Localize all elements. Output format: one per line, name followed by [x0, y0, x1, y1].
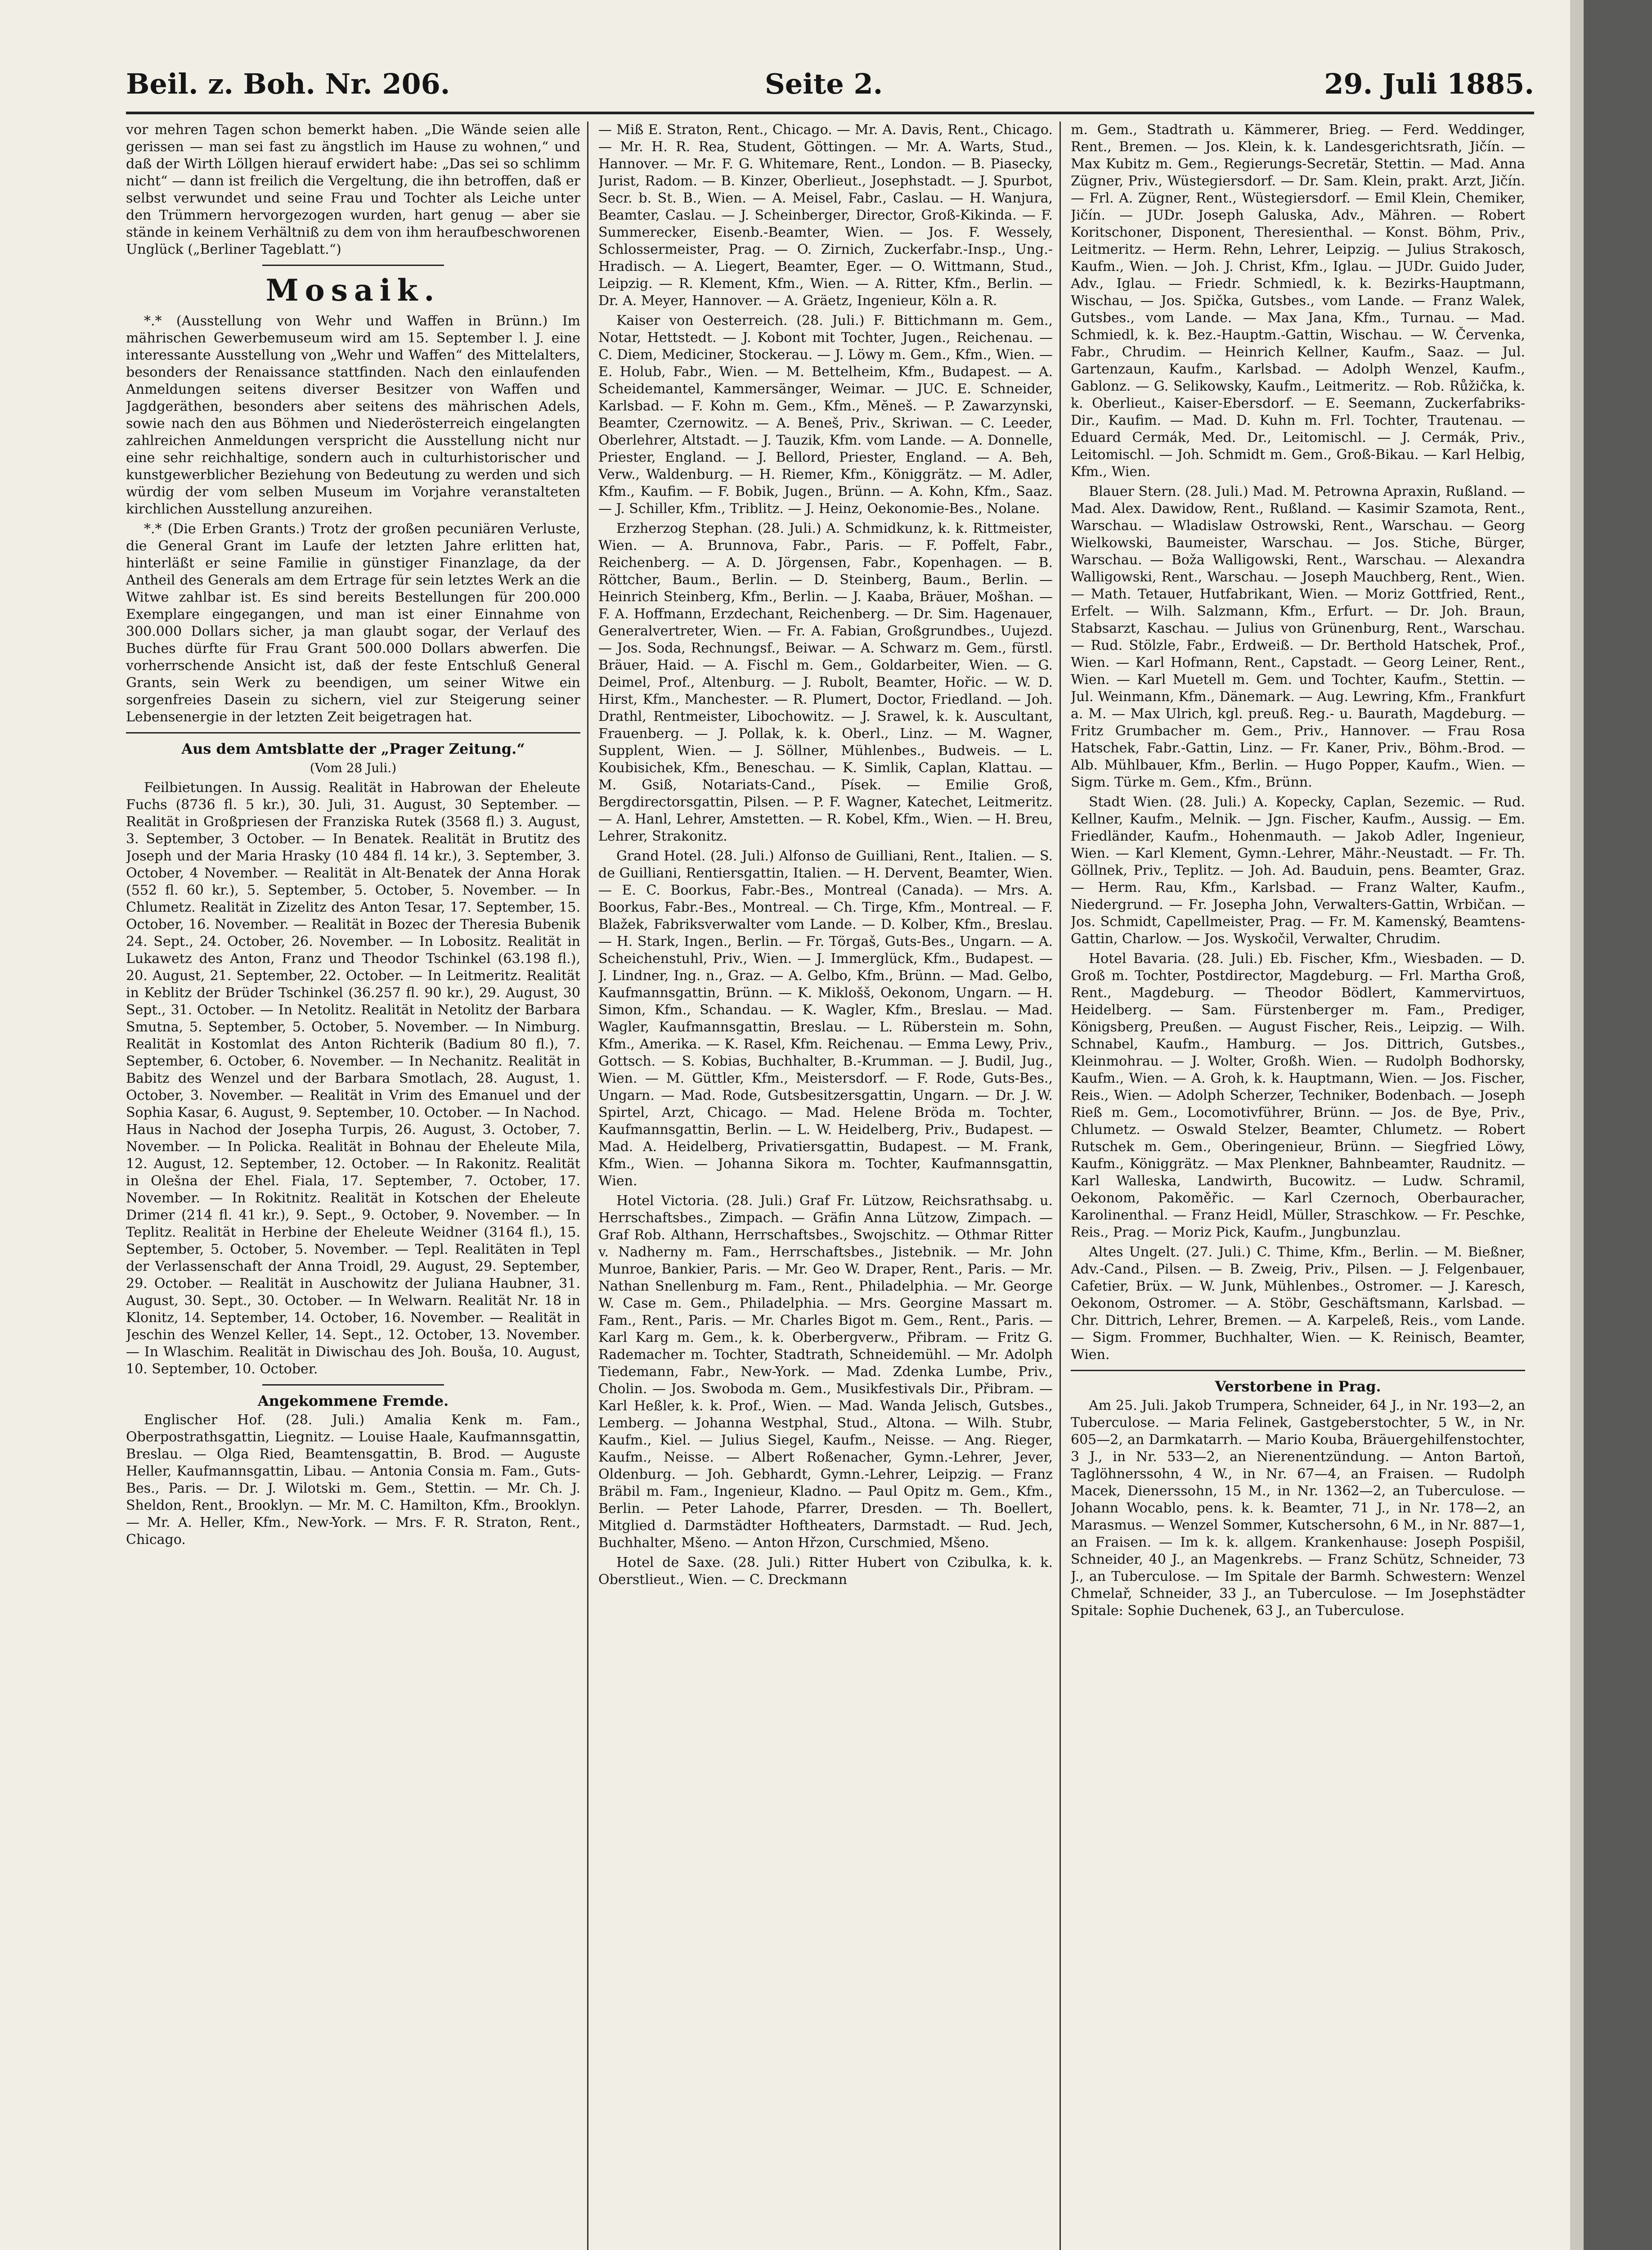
verstorbene-text: Am 25. Juli. Jakob Trumpera, Schneider, 64 J., in Nr. 193—2, an Tuberculose. — Maria Felinek, Gastgeberstochter, 5 W., in Nr. 605—2, an Darmkatarrh. — Mario Kouba, Bräuergehilfenstochter, 3 J., in Nr. 533—2, an Nierenentzündung. — Anton Bartoň, Taglöhnerssohn, 4 W., in Nr. 67—4, an Fraisen. — Rudolph Macek, Dienerssohn, 15 M., in Nr. 1362—2, an Tuberculose. — Johann Wocablo, pens. k. k. Beamter, 71 J., in Nr. 178—2, an Marasmus. — Wenzel Sommer, Kutschersohn, 6 M., in Nr. 887—1, an Fraisen. — Im k. k. allgem. Krankenhause: Joseph Pospišil, Schneider, 40 J., an Magenkrebs. — Franz Schütz, Schneider, 73 J., an Tuberculose. — Im Spitale der Barmh. Schwestern: Wenzel Chmelař, Schneider, 33 J., an Tuberculose. — Im Josephstädter Spitale: Sophie Duchenek, 63 J., an Tuberculose. — [1071, 1398, 1525, 1619]
scan-dark-border — [1584, 0, 1652, 2250]
issue-label: Beil. z. Boh. Nr. 206. — [126, 68, 450, 100]
page-number: Seite 2. — [765, 68, 883, 100]
mosaik-item-grant: *.* (Die Erben Grants.) Trotz der großen pecuniären Verluste, die General Grant im Laufe der letzten Jahre erlitten hat, hinterläßt er seine Familie in günstiger Finanzlage, da der Antheil des Generals am dem Ertrage für sein letztes Werk an die Witwe zahlbar ist. Es sind bereits Bestellungen für 200.000 Exemplare eingegangen, und man ist einer Einnahme von 300.000 Dollars sicher, ja man glaubt sogar, der Verlauf des Buches dürfte für Frau Grant 500.000 Dollars abwerfen. Die vorherrschende Ansicht ist, daß der feste Entschluß General Grants, sein Werk zu beendigen, um seiner Witwe ein sorgenfreies Dasein zu sichern, viel zur Steigerung seiner Lebensenergie in der letzten Zeit beigetragen hat. — [126, 521, 580, 725]
scan-binding-edge — [1570, 0, 1584, 2250]
section-divider — [262, 1384, 444, 1386]
column-divider — [1059, 122, 1061, 2250]
hotel-de-saxe-cont: m. Gem., Stadtrath u. Kämmerer, Brieg. — Ferd. Weddinger, Rent., Bremen. — Jos. Klein, k. k. Landesgerichtsrath, Jičín. — Max Kubitz m. Gem., Regierungs-Secretär, Stettin. — Mad. Anna Zügner, Priv., Wüstegiersdorf. — Dr. Sam. Klein, prakt. Arzt, Jičín. — Frl. A. Zügner, Rent., Wüstegiersdorf. — Emil Klein, Chemiker, Jičín. — JUDr. Joseph Galuska, Adv., Mähren. — Robert Koritschoner, Disponent, Theresienthal. — Konst. Böhm, Priv., Leitmeritz. — Herm. Rehn, Lehrer, Leipzig. — Julius Strakosch, Kaufm., Wien. — Joh. J. Christ, Kfm., Iglau. — JUDr. Guido Juder, Adv., Iglau. — Friedr. Schmiedl, k. k. Bezirks-Hauptmann, Wischau, — Jos. Spička, Gutsbes., vom Lande. — Franz Walek, Gutsbes., vom Lande. — Max Jana, Kfm., Turnau. — Mad. Schmiedl, k. k. Bez.-Hauptm.-Gattin, Wischau. — W. Červenka, Fabr., Chrudim. — Heinrich Kellner, Kaufm., Saaz. — Jul. Gartenzaun, Kaufm., Karlsbad. — Adolph Wenzel, Kaufm., Gablonz. — G. Selikowsky, Kaufm., Leitmeritz. — Rob. Růžička, k. k. Oberlieut., Kaiser-Ebersdorf. — E. Seemann, Zuckerfabriks-Dir., Kaufim. — Mad. D. Kuhn m. Frl. Tochter, Trautenau. — Eduard Cermák, Med. Dr., Leitomischl. — J. Cermák, Priv., Leitomischl. — Joh. Schmidt m. Gem., Groß-Bikau. — Karl Helbig, Kfm., Wien. — [1071, 122, 1525, 480]
hotel-blauer-stern: Blauer Stern. (28. Juli.) Mad. M. Petrowna Apraxin, Rußland. — Mad. Alex. Dawidow, Rent., Rußland. — Kasimir Szamota, Rent., Warschau. — Wladislaw Ostrowski, Rent., Warschau. — Georg Wielkowski, Baumeister, Warschau. — Jos. Stiche, Bürger, Warschau. — Boža Walligowski, Rent., Warschau. — Alexandra Walligowski, Rent., Warschau. — Joseph Mauchberg, Rent., Wien. — Math. Tetauer, Hutfabrikant, Wien. — Moriz Gottfried, Rent., Erfelt. — Wilh. Salzmann, Kfm., Erfurt. — Dr. Joh. Braun, Stabsarzt, Kaschau. — Julius von Grünenburg, Rent., Warschau. — Rud. Stölzle, Fabr., Erdweiß. — Dr. Berthold Hatschek, Prof., Wien. — Karl Hofmann, Rent., Capstadt. — Georg Leiner, Rent., Wien. — Karl Muetell m. Gem. und Tochter, Kaufm., Stettin. — Jul. Weinmann, Kfm., Dänemark. — Aug. Lewring, Kfm., Frankfurt a. M. — Max Ulrich, kgl. preuß. Reg.- u. Baurath, Magdeburg. — Fritz Grumbacher m. Gem., Priv., Hannover. — Frau Rosa Hatschek, Fabr.-Gattin, Linz. — Fr. Kaner, Priv., Böhm.-Brod. — Alb. Mühlbauer, Kfm., Berlin. — Hugo Popper, Kaufm., Wien. — Sigm. Türke m. Gem., Kfm., Brünn. — [1071, 484, 1525, 790]
section-title-amtsblatt: Aus dem Amtsblatte der „Prager Zeitung.“ — [181, 740, 525, 757]
section-divider — [1071, 1370, 1525, 1371]
issue-date: 29. Juli 1885. — [1324, 68, 1534, 100]
hotel-englischer-hof-cont: — Miß E. Straton, Rent., Chicago. — Mr. A. Davis, Rent., Chicago. — Mr. H. R. Rea, Student, Göttingen. — Mr. A. Warts, Stud., Hannover. — Mr. F. G. Whitemare, Rent., London. — B. Piasecky, Jurist, Radom. — B. Kinzer, Oberlieut., Josephstadt. — J. Spurbot, Secr. b. St. B., Wien. — A. Meisel, Fabr., Caslau. — H. Wanjura, Beamter, Caslau. — J. Scheinberger, Director, Groß-Kikinda. — F. Summerecker, Eisenb.-Beamter, Wien. — Jos. F. Wessely, Schlossermeister, Prag. — O. Zirnich, Zuckerfabr.-Insp., Ung.-Hradisch. — A. Liegert, Beamter, Eger. — O. Wittmann, Stud., Leipzig. — R. Klement, Kfm., Wien. — A. Ritter, Kfm., Berlin. — Dr. A. Meyer, Hannover. — A. Gräetz, Ingenieur, Köln a. R. — [598, 122, 1053, 309]
column-3 — [1071, 122, 1525, 2250]
column-divider — [587, 122, 588, 2250]
amtsblatt-date: (Vom 28 Juli.) — [310, 760, 397, 775]
header-rule — [126, 112, 1534, 114]
hotel-englischer-hof: Englischer Hof. (28. Juli.) Amalia Kenk m. Fam., Oberpostrathsgattin, Liegnitz. — Louise Haale, Kaufmannsgattin, Breslau. — Olga Ried, Beamtensgattin, B. Brod. — Auguste Heller, Kaufmannsgattin, Libau. — Antonia Consia m. Fam., Guts-Bes., Paris. — Dr. J. Wilotski m. Gem., Stettin. — Mr. Ch. J. Sheldon, Rent., Brooklyn. — Mr. M. C. Hamilton, Kfm., Brooklyn. — Mr. A. Heller, Kfm., New-York. — Mrs. F. R. Straton, Rent., Chicago. — [126, 1412, 580, 1548]
page-header — [126, 68, 1534, 108]
hotel-victoria: Hotel Victoria. (28. Juli.) Graf Fr. Lützow, Reichsrathsabg. u. Herrschaftsbes., Zimpach. — Gräfin Anna Lützow, Zimpach. — Graf Rob. Althann, Herrschaftsbes., Swojschitz. — Othmar Ritter v. Nadherny m. Fam., Herrschaftsbes., Jistebnik. — Mr. John Munroe, Bankier, Paris. — Mr. Geo W. Draper, Rent., Paris. — Mr. Nathan Snellenburg m. Fam., Rent., Philadelphia. — Mr. George W. Case m. Gem., Philadelphia. — Mrs. Georgine Massart m. Fam., Rent., Paris. — Mr. Charles Bigot m. Gem., Rent., Paris. — Karl Karg m. Gem., k. k. Oberbergverw., Přibram. — Fritz G. Rademacher m. Tochter, Stadtrath, Schneidemühl. — Mr. Adolph Tiedemann, Fabr., New-York. — Mad. Zdenka Lumbe, Priv., Cholin. — Jos. Swoboda m. Gem., Musikfestivals Dir., Přibram. — Karl Heßler, k. k. Prof., Wien. — Mad. Wanda Jelisch, Gutsbes., Lemberg. — Johanna Westphal, Stud., Altona. — Wilh. Stubr, Kaufm., Kiel. — Julius Siegel, Kaufm., Neisse. — Ang. Rieger, Kaufm., Neisse. — Albert Roßenacher, Gymn.-Lehrer, Jever, Oldenburg. — Joh. Gebhardt, Gymn.-Lehrer, Leipzig. — Franz Bräbil m. Fam., Ingenieur, Kladno. — Paul Opitz m. Gem., Kfm., Berlin. — Peter Lahode, Pfarrer, Dresden. — Th. Boellert, Mitglied d. Darmstädter Hoftheaters, Darmstadt. — Rud. Jech, Buchhalter, Mšeno. — Anton Hřzon, Curschmied, Mšeno. — [598, 1193, 1053, 1551]
hotel-altes-ungelt: Altes Ungelt. (27. Juli.) C. Thime, Kfm., Berlin. — M. Bießner, Adv.-Cand., Pilsen. — B. Zweig, Priv., Pilsen. — J. Felgenbauer, Cafetier, Brüx. — W. Junk, Mühlenbes., Ostromer. — J. Karesch, Oekonom, Ostromer. — A. Stöbr, Geschäftsmann, Karlsbad. — Chr. Dittrich, Lehrer, Bremen. — A. Karpeleß, Reis., vom Lande. — Sigm. Frommer, Buchhalter, Wien. — K. Reinisch, Beamter, Wien. — [1071, 1244, 1525, 1363]
section-title-verstorbene: Verstorbene in Prag. — [1215, 1378, 1381, 1395]
section-divider — [126, 732, 580, 734]
hotel-grand-hotel: Grand Hotel. (28. Juli.) Alfonso de Guilliani, Rent., Italien. — S. de Guilliani, Rentiersgattin, Italien. — H. Dervent, Beamter, Wien. — E. C. Boorkus, Fabr.-Bes., Montreal (Canada). — Mrs. A. Boorkus, Fabr.-Bes., Montreal. — Ch. Tirge, Kfm., Montreal. — F. Blažek, Fabriksverwalter vom Lande. — D. Kolber, Kfm., Breslau. — H. Stark, Ingen., Berlin. — Fr. Törgaš, Guts-Bes., Ungarn. — A. Scheichenstuhl, Priv., Wien. — J. Immerglück, Kfm., Budapest. — J. Lindner, Ing. n., Graz. — A. Gelbo, Kfm., Brünn. — Mad. Gelbo, Kaufmannsgattin, Brünn. — K. Miklošš, Oekonom, Ungarn. — H. Simon, Kfm., Schandau. — K. Wagler, Kfm., Breslau. — Mad. Wagler, Kaufmannsgattin, Breslau. — L. Rüberstein m. Sohn, Kfm., Amerika. — K. Rasel, Kfm. Reichenau. — Emma Lewy, Priv., Gottsch. — S. Kobias, Buchhalter, B.-Krumman. — J. Budil, Jug., Wien. — M. Güttler, Kfm., Meistersdorf. — F. Rode, Guts-Bes., Ungarn. — Mad. Rode, Gutsbesitzersgattin, Ungarn. — Dr. J. W. Spirtel, Arzt, Chicago. — Mad. Helene Bröda m. Tochter, Kaufmannsgattin, Berlin. — L. W. Heidelberg, Priv., Budapest. — Mad. A. Heidelberg, Privatiersgattin, Budapest. — M. Frank, Kfm., Wien. — Johanna Sikora m. Tochter, Kaufmannsgattin, Wien. — [598, 848, 1053, 1189]
feilbietungen-text: Feilbietungen. In Aussig. Realität in Habrowan der Eheleute Fuchs (8736 fl. 5 kr.), 30. Juli, 31. August, 30 September. — Realität in Großpriesen der Franziska Rutek (3568 fl.) 3. August, 3. September, 3 October. — In Benatek. Realität in Brutitz des Joseph und der Maria Hrasky (10 484 fl. 14 kr.), 3. September, 3. October, 4 November. — Realität in Alt-Benatek der Anna Horak (552 fl. 60 kr.), 5. September, 5. October, 5. November. — In Chlumetz. Realität in Zizelitz des Anton Tesar, 17. September, 15. October, 16. November. — Realität in Bozec der Theresia Bubenik 24. Sept., 24. October, 26. November. — In Lobositz. Realität in Lukawetz des Anton, Franz und Theodor Tschinkel (63.198 fl.), 20. August, 21. September, 22. October. — In Leitmeritz. Realität in Keblitz der Brüder Tschinkel (36.257 fl. 90 kr.), 29. August, 30 Sept., 31. October. — In Netolitz. Realität in Netolitz der Barbara Smutna, 5. September, 5. October, 5. November. — In Nimburg. Realität in Kostomlat des Anton Richterik (Badium 80 fl.), 7. September, 6. October, 6. November. — In Nechanitz. Realität in Babitz des Wenzel und der Barbara Smotlach, 28. August, 1. October, 3. November. — Realität in Vrim des Emanuel und der Sophia Kasar, 6. August, 9. September, 10. October. — In Nachod. Haus in Nachod der Josepha Turpis, 26. August, 3. October, 7. November. — In Policka. Realität in Bohnau der Eheleute Mila, 12. August, 12. September, 12. October. — In Rakonitz. Realität in Olešna der Ehel. Fiala, 17. September, 7. October, 17. November. — In Rokitnitz. Realität in Kotschen der Eheleute Drimer (214 fl. 41 kr.), 9. Sept., 9. October, 9. November. — In Teplitz. Realität in Herbine der Eheleute Weidner (3164 fl.), 15. September, 5. October, 5. November. — Tepl. Realitäten in Tepl der Verlassenschaft der Anna Troidl, 29. August, 29. September, 29. October. — Realität in Auschowitz der Juliana Haubner, 31. August, 30. Sept., 30. October. — In Welwarn. Realität Nr. 18 in Klonitz, 14. September, 14. October, 16. November. — Realität in Jeschin des Wenzel Keller, 14. Sept., 12. October, 13. November. — In Wlaschim. Realität in Diwischau des Joh. Bouša, 10. August, 10. September, 10. October. — [126, 780, 580, 1377]
hotel-de-saxe: Hotel de Saxe. (28. Juli.) Ritter Hubert von Czibulka, k. k. Oberstlieut., Wien. — C. Dreckmann — [598, 1555, 1053, 1588]
hotel-kaiser-von-oesterreich: Kaiser von Oesterreich. (28. Juli.) F. Bittichmann m. Gem., Notar, Hettstedt. — J. Kobont mit Tochter, Jugen., Reichenau. — C. Diem, Mediciner, Stockerau. — J. Löwy m. Gem., Kfm., Wien. — E. Holub, Fabr., Wien. — M. Bettelheim, Kfm., Budapest. — A. Scheidemantel, Kammersänger, Weimar. — JUC. E. Schneider, Karlsbad. — F. Kohn m. Gem., Kfm., Mĕneš. — P. Zawarzynski, Beamter, Czernowitz. — A. Beneš, Priv., Skriwan. — C. Leeder, Oberlehrer, Altstadt. — J. Tauzik, Kfm. vom Lande. — A. Donnelle, Priester, England. — J. Bellord, Priester, England. — A. Beh, Verw., Waldenburg. — H. Riemer, Kfm., Königgrätz. — M. Adler, Kfm., Kaufim. — F. Bobik, Jugen., Brünn. — A. Kohn, Kfm., Saaz. — J. Schiller, Kfm., Triblitz. — J. Heinz, Oekonomie-Bes., Nolane. — [598, 313, 1053, 517]
column-2 — [598, 122, 1053, 2250]
section-title-mosaik: Mosaik. — [265, 273, 441, 308]
section-title-fremde: Angekommene Fremde. — [257, 1392, 449, 1409]
hotel-bavaria: Hotel Bavaria. (28. Juli.) Eb. Fischer, Kfm., Wiesbaden. — D. Groß m. Tochter, Postdirector, Magdeburg. — Frl. Martha Groß, Rent., Magdeburg. — Theodor Bödlert, Kammervirtuos, Heidelberg. — Sam. Fürstenberger m. Fam., Prediger, Königsberg, Preußen. — August Fischer, Reis., Leipzig. — Wilh. Schnabel, Kaufm., Hamburg. — Jos. Dittrich, Gutsbes., Kleinmohrau. — J. Wolter, Großh. Wien. — Rudolph Bodhorsky, Kaufm., Wien. — A. Groh, k. k. Hauptmann, Wien. — Jos. Fischer, Reis., Wien. — Adolph Scherzer, Techniker, Bodenbach. — Joseph Rieß m. Gem., Locomotivführer, Brünn. — Jos. de Bye, Priv., Chlumetz. — Oswald Stelzer, Beamter, Chlumetz. — Robert Rutschek m. Gem., Oberingenieur, Brünn. — Siegfried Löwy, Kaufm., Königgrätz. — Max Plenkner, Bahnbeamter, Raudnitz. — Karl Walleska, Landwirth, Bucowitz. — Ludw. Schramil, Oekonom, Pakoměřic. — Karl Czernoch, Oberbauracher, Karolinenthal. — Franz Heidl, Müller, Straschkow. — Fr. Peschke, Reis., Prag. — Moriz Pick, Kaufm., Jungbunzlau. — [1071, 951, 1525, 1240]
column-1 — [126, 122, 580, 2250]
section-divider — [262, 265, 444, 266]
mosaik-item-exhibition: *.* (Ausstellung von Wehr und Waffen in Brünn.) Im mährischen Gewerbemuseum wird am 15. September l. J. eine interessante Ausstellung von „Wehr und Waffen“ des Mittelalters, besonders der Renaissance stattfinden. Nach den einlaufenden Anmeldungen seitens diverser Besitzer von Waffen und Jagdgeräthen, besonders aber seitens des mährischen Adels, sowie nach den aus Böhmen und Niederösterreich eingelangten zahlreichen Anmeldungen verspricht die Ausstellung nicht nur eine sehr reichhaltige, sondern auch in culturhistorischer und kunstgewerblicher Beziehung von Bedeutung zu werden und sich würdig der vom selben Museum im Vorjahre veranstalteten kirchlichen Ausstellung anzureihen. — [126, 313, 580, 517]
hotel-erzherzog-stephan: Erzherzog Stephan. (28. Juli.) A. Schmidkunz, k. k. Rittmeister, Wien. — A. Brunnova, Fabr., Paris. — F. Poffelt, Fabr., Reichenberg. — A. D. Jörgensen, Fabr., Kopenhagen. — B. Röttcher, Baum., Berlin. — D. Steinberg, Baum., Berlin. — Heinrich Steinberg, Kfm., Berlin. — J. Kaaba, Bräuer, Mošhan. — F. A. Hoffmann, Erzdechant, Reichenberg. — Dr. Sim. Hagenauer, Generalvertreter, Wien. — Fr. A. Fabian, Großgrundbes., Uujezd. — Jos. Soda, Rechnungsf., Beiwar. — A. Schwarz m. Gem., fürstl. Bräuer, Haid. — A. Fischl m. Gem., Goldarbeiter, Wien. — G. Deimel, Prof., Altenburg. — J. Rubolt, Beamter, Hořic. — W. D. Hirst, Kfm., Manchester. — R. Plumert, Doctor, Friedland. — Joh. Drathl, Rentmeister, Libochowitz. — J. Srawel, k. k. Auscultant, Frauenberg. — J. Pollak, k. k. Oberl., Linz. — M. Wagner, Supplent, Wien. — J. Söllner, Mühlenbes., Budweis. — L. Koubisichek, Kfm., Beneschau. — K. Simlik, Caplan, Klattau. — M. Gsiß, Notariats-Cand., Písek. — Emilie Groß, Bergdirectorsgattin, Pilsen. — P. F. Wagner, Katechet, Leitmeritz. — A. Hanl, Lehrer, Amstetten. — R. Kobel, Kfm., Wien. — H. Breu, Lehrer, Strakonitz. — [598, 521, 1053, 844]
hotel-stadt-wien: Stadt Wien. (28. Juli.) A. Kopecky, Caplan, Sezemic. — Rud. Kellner, Kaufm., Melnik. — Jgn. Fischer, Kaufm., Aussig. — Em. Friedländer, Kaufm., Hohenmauth. — Jakob Adler, Ingenieur, Wien. — Karl Klement, Gymn.-Lehrer, Mähr.-Neustadt. — Fr. Th. Göllnek, Priv., Teplitz. — Joh. Ad. Bauduin, pens. Beamter, Graz. — Herm. Rau, Kfm., Karlsbad. — Franz Walter, Kaufm., Niedergrund. — Fr. Josepha John, Verwalters-Gattin, Wrbičan. — Jos. Schmidt, Capellmeister, Prag. — Fr. M. Kamenský, Beamtens-Gattin, Charlow. — Jos. Wyskočil, Verwalter, Chrudim. — [1071, 794, 1525, 947]
article-continuation: vor mehren Tagen schon bemerkt haben. „Die Wände seien alle gerissen — man sei fast zu ängstlich im Hause zu wohnen,“ und daß der Wirth Löllgen hierauf erwidert habe: „Das sei so schlimm nicht“ — dann ist freilich die Vergeltung, die ihn betroffen, daß er selbst verwundet und seine Frau und Tochter als Leiche unter den Trümmern hervorgezogen wurden, hart genug — aber sie stände in keinem Verhältniß zu dem von ihm heraufbeschworenen Unglück („Berliner Tageblatt.“) — [126, 122, 580, 257]
